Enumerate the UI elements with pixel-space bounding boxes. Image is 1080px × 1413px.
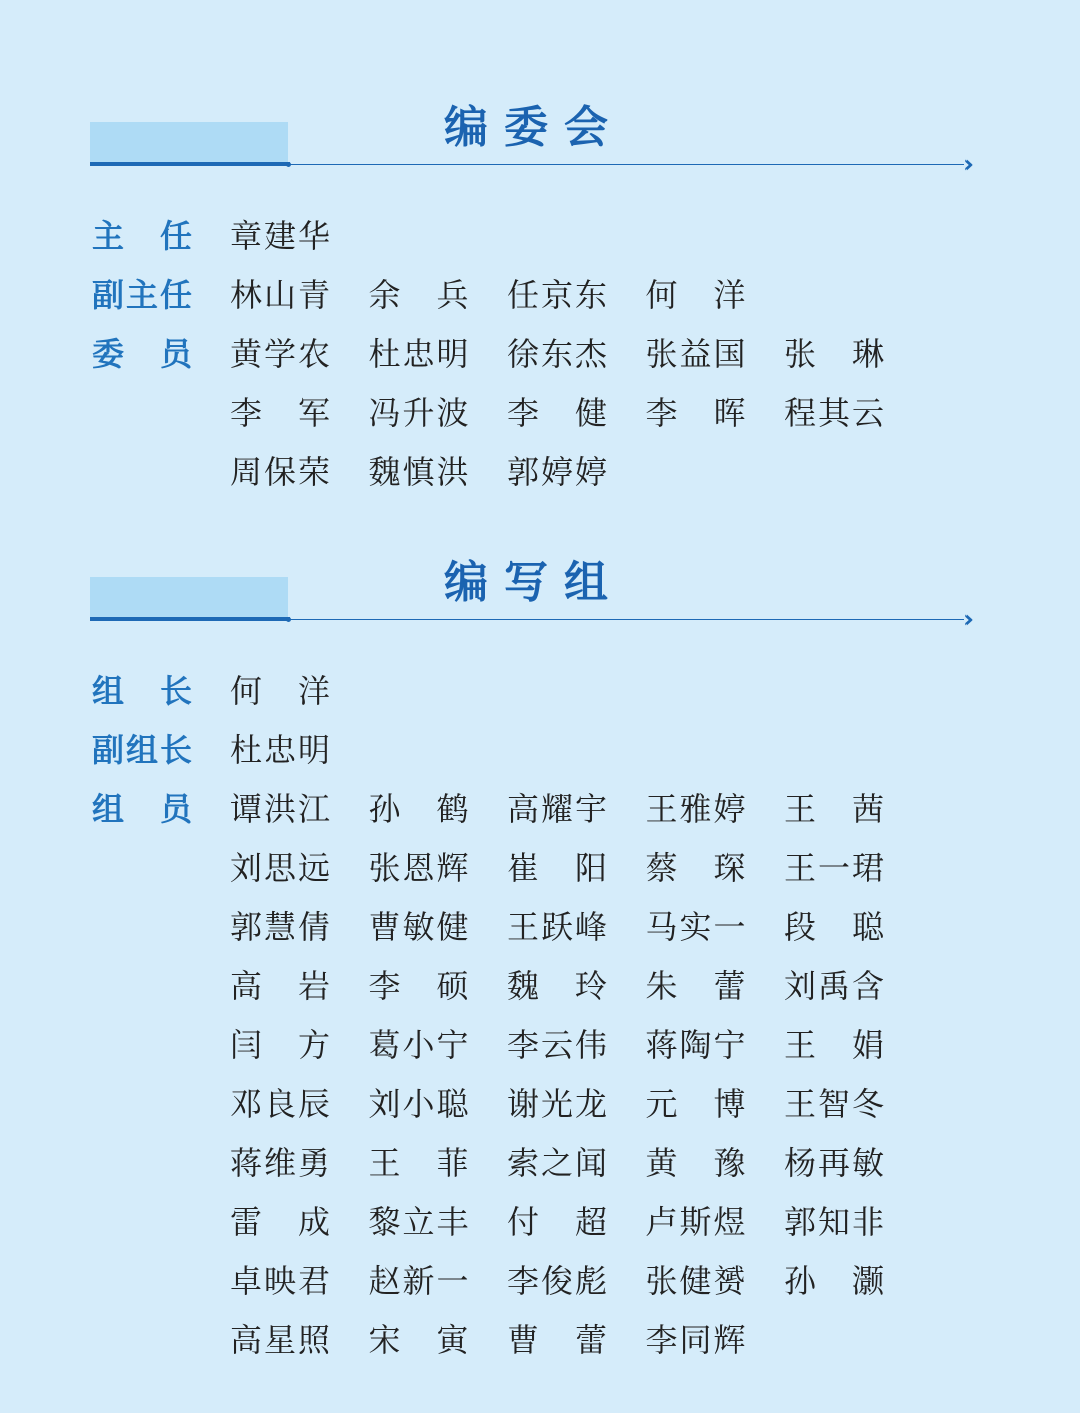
member-name: 索 之 闻 [507, 1143, 607, 1182]
member-name: 王 智 冬 [784, 1084, 884, 1123]
name-list [230, 961, 923, 1007]
member-name: 赵 新 一 [368, 1261, 469, 1300]
member-name: 元 博 [645, 1084, 746, 1123]
name-list [230, 1197, 923, 1243]
member-name: 张 恩 辉 [368, 848, 469, 887]
member-name: 李 俊 彪 [507, 1261, 607, 1300]
member-name: 郭 婷 婷 [507, 452, 607, 491]
member-name: 张 健 赟 [645, 1261, 746, 1300]
member-name: 林 山 青 [230, 275, 330, 314]
member-name: 马 实 一 [645, 907, 746, 946]
member-name: 王 雅 婷 [645, 789, 746, 828]
member-row [0, 1190, 1080, 1249]
member-name: 卢 斯 煜 [645, 1202, 746, 1241]
member-name: 谢 光 龙 [507, 1084, 607, 1123]
header-accent-block [90, 122, 288, 166]
name-list [230, 1020, 923, 1066]
name-list [230, 1079, 923, 1125]
member-name: 葛 小 宁 [368, 1025, 469, 1064]
role-label: 组 长 [92, 671, 192, 710]
member-name: 黄 学 农 [230, 334, 330, 373]
member-list [0, 659, 1080, 1367]
member-name: 孙 灏 [784, 1261, 884, 1300]
member-name: 高 星 照 [230, 1320, 330, 1359]
name-list [230, 388, 923, 434]
member-name: 杜 忠 明 [368, 334, 469, 373]
member-name: 何 洋 [230, 671, 330, 710]
member-row [0, 1072, 1080, 1131]
header-rule [288, 164, 964, 165]
member-name: 黎 立 丰 [368, 1202, 469, 1241]
member-name: 蔡 琛 [645, 848, 746, 887]
member-name: 李 云 伟 [507, 1025, 607, 1064]
member-name: 崔 阳 [507, 848, 607, 887]
member-name: 宋 寅 [368, 1320, 469, 1359]
member-name: 高 耀 宇 [507, 789, 607, 828]
name-list [230, 1256, 923, 1302]
header-thick-rule [90, 162, 290, 166]
member-name: 蒋 陶 宁 [645, 1025, 746, 1064]
member-row [0, 1249, 1080, 1308]
role-label: 委 员 [92, 334, 192, 373]
member-row [0, 895, 1080, 954]
member-name: 任 京 东 [507, 275, 607, 314]
section-header [0, 551, 1080, 651]
member-name: 卓 映 君 [230, 1261, 330, 1300]
writing-group-section [0, 551, 1080, 1359]
double-chevron-icon: ›› [963, 605, 967, 633]
member-row [0, 659, 1080, 718]
member-name: 王 娟 [784, 1025, 884, 1064]
member-name: 魏 慎 洪 [368, 452, 469, 491]
member-name: 郭 慧 倩 [230, 907, 330, 946]
member-row [0, 204, 1080, 263]
name-list [230, 329, 923, 375]
member-name: 周 保 荣 [230, 452, 330, 491]
member-name: 邓 良 辰 [230, 1084, 330, 1123]
name-list [230, 447, 646, 493]
member-row [0, 1013, 1080, 1072]
name-list [230, 843, 923, 889]
section-header [0, 96, 1080, 196]
role-label: 副 主 任 [92, 275, 192, 314]
header-dot [286, 617, 291, 622]
name-list [230, 1315, 784, 1361]
member-name: 何 洋 [645, 275, 746, 314]
member-name: 曹 敏 健 [368, 907, 469, 946]
member-name: 章 建 华 [230, 216, 330, 255]
member-name: 段 聪 [784, 907, 884, 946]
name-list [230, 211, 369, 257]
member-name: 雷 成 [230, 1202, 330, 1241]
member-row [0, 836, 1080, 895]
member-row [0, 1308, 1080, 1367]
member-name: 李 晖 [645, 393, 746, 432]
member-row [0, 1131, 1080, 1190]
member-name: 曹 蕾 [507, 1320, 607, 1359]
member-list [0, 204, 1080, 499]
member-row [0, 263, 1080, 322]
double-chevron-icon: ›› [963, 150, 967, 178]
member-row [0, 777, 1080, 836]
member-name: 杜 忠 明 [230, 730, 330, 769]
member-name: 王 菲 [368, 1143, 469, 1182]
member-name: 王 跃 峰 [507, 907, 607, 946]
member-name: 杨 再 敏 [784, 1143, 884, 1182]
section-title: 编写组 [444, 557, 624, 608]
header-dot [286, 162, 291, 167]
member-name: 闫 方 [230, 1025, 330, 1064]
member-row [0, 381, 1080, 440]
member-name: 李 健 [507, 393, 607, 432]
name-list [230, 784, 923, 830]
name-list [230, 1138, 923, 1184]
header-thick-rule [90, 617, 290, 621]
member-name: 李 硕 [368, 966, 469, 1005]
member-row [0, 718, 1080, 777]
role-label: 副 组 长 [92, 730, 192, 769]
member-name: 张 琳 [784, 334, 884, 373]
member-name: 冯 升 波 [368, 393, 469, 432]
member-name: 徐 东 杰 [507, 334, 607, 373]
role-label: 组 员 [92, 789, 192, 828]
member-name: 蒋 维 勇 [230, 1143, 330, 1182]
member-name: 高 岩 [230, 966, 330, 1005]
member-name: 李 军 [230, 393, 330, 432]
name-list [230, 725, 369, 771]
member-name: 张 益 国 [645, 334, 746, 373]
member-name: 刘 小 聪 [368, 1084, 469, 1123]
editorial-committee-section [0, 96, 1080, 491]
member-name: 黄 豫 [645, 1143, 746, 1182]
member-name: 付 超 [507, 1202, 607, 1241]
member-name: 郭 知 非 [784, 1202, 884, 1241]
name-list [230, 270, 784, 316]
member-name: 朱 蕾 [645, 966, 746, 1005]
header-rule [288, 619, 964, 620]
member-name: 刘 禹 含 [784, 966, 884, 1005]
member-row [0, 440, 1080, 499]
member-name: 刘 思 远 [230, 848, 330, 887]
section-title: 编委会 [444, 102, 624, 153]
member-name: 孙 鹤 [368, 789, 469, 828]
member-name: 余 兵 [368, 275, 469, 314]
member-name: 谭 洪 江 [230, 789, 330, 828]
role-label: 主 任 [92, 216, 192, 255]
name-list [230, 666, 369, 712]
member-name: 王 一 珺 [784, 848, 884, 887]
name-list [230, 902, 923, 948]
member-name: 李 同 辉 [645, 1320, 746, 1359]
member-row [0, 322, 1080, 381]
member-name: 程 其 云 [784, 393, 884, 432]
header-accent-block [90, 577, 288, 621]
member-row [0, 954, 1080, 1013]
member-name: 王 茜 [784, 789, 884, 828]
member-name: 魏 玲 [507, 966, 607, 1005]
